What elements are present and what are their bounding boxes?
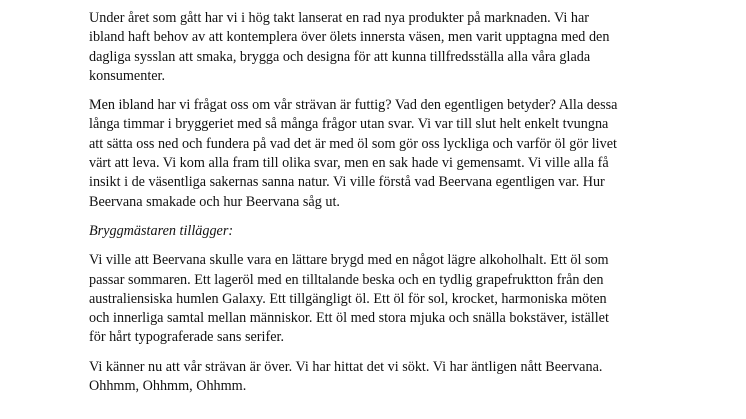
text-line: Ohhmm, Ohhmm, Ohhmm. <box>89 378 247 395</box>
paragraph-questions <box>89 96 679 212</box>
paragraph-beervana-description <box>89 251 679 347</box>
text-line: konsumenter. <box>89 67 166 84</box>
paragraph-intro <box>89 9 679 86</box>
paragraph-brewmaster-heading <box>89 222 679 241</box>
paragraph-conclusion <box>89 358 679 397</box>
text-line: Vi känner nu att vår strävan är över. Vi har hittat det vi sökt. Vi har äntligen nått Beervana. <box>89 358 603 375</box>
text-line: passar sommaren. Ett lageröl med en tilltalande beska och en tydlig grapefruktton från den <box>89 271 604 288</box>
text-line: ibland haft behov av att kontemplera över ölets innersta väsen, men varit upptagna med den <box>89 29 610 46</box>
text-line: dagliga sysslan att smaka, brygga och designa för att kunna tillfredsställa alla våra glada <box>89 48 591 65</box>
text-line: australiensiska humlen Galaxy. Ett tillgängligt öl. Ett öl för sol, krocket, harmoniska möten <box>89 290 607 307</box>
text-line: långa timmar i bryggeriet med så många frågor utan svar. Vi var till slut helt enkelt tvungna <box>89 116 609 133</box>
document-page <box>89 9 679 406</box>
text-line: värt att leva. Vi kom alla fram till olika svar, men en sak hade vi gemensamt. Vi ville alla få <box>89 155 609 172</box>
text-line: att sätta oss ned och fundera på vad det är med öl som gör oss lyckliga och varför öl gör livet <box>89 135 617 152</box>
text-line: Men ibland har vi frågat oss om vår strävan är futtig? Vad den egentligen betyder? Alla dessa <box>89 97 618 114</box>
text-line: för hårt typograferade sans serifer. <box>89 329 284 346</box>
text-line: insikt i de väsentliga sakernas sanna natur. Vi ville förstå vad Beervana egentligen var. Hur <box>89 174 605 191</box>
text-line: Vi ville att Beervana skulle vara en lättare brygd med en något lägre alkoholhalt. Ett öl som <box>89 252 609 269</box>
text-line: Beervana smakade och hur Beervana såg ut. <box>89 193 340 210</box>
subheading-line: Bryggmästaren tillägger: <box>89 222 234 239</box>
text-line: Under året som gått har vi i hög takt lanserat en rad nya produkter på marknaden. Vi har <box>89 10 590 26</box>
text-line: och innerliga samtal mellan människor. Ett öl med stora mjuka och snälla bokstäver, istället <box>89 310 609 327</box>
